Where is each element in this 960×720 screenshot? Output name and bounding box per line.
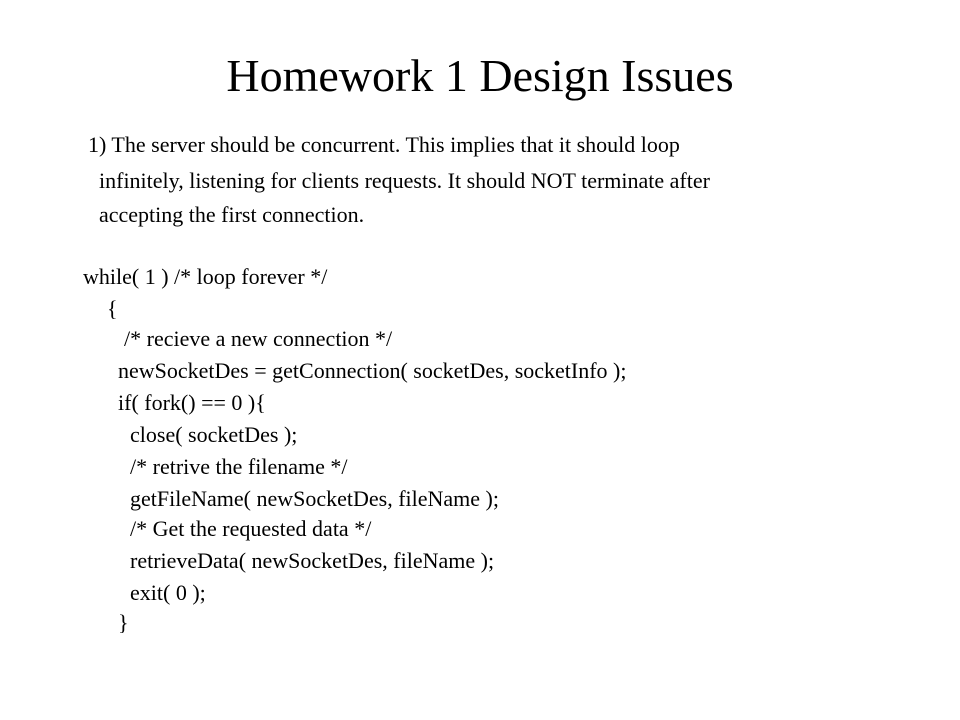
code-line-5: if( fork() == 0 ){ xyxy=(118,390,266,415)
code-line-7: /* retrive the filename */ xyxy=(130,454,348,479)
point-line-2: infinitely, listening for clients requests. It should NOT terminate after xyxy=(99,168,710,193)
point-line-1: 1) The server should be concurrent. This implies that it should loop xyxy=(88,132,680,157)
code-line-11: exit( 0 ); xyxy=(130,580,206,605)
code-line-8: getFileName( newSocketDes, fileName ); xyxy=(130,486,499,511)
slide-title: Homework 1 Design Issues xyxy=(226,50,734,101)
code-line-12: } xyxy=(118,610,129,635)
code-line-3: /* recieve a new connection */ xyxy=(124,326,393,351)
code-line-1: while( 1 ) /* loop forever */ xyxy=(83,264,328,289)
point-line-3: accepting the first connection. xyxy=(99,202,365,227)
code-line-9: /* Get the requested data */ xyxy=(130,516,372,541)
code-line-6: close( socketDes ); xyxy=(130,422,298,447)
code-line-2: { xyxy=(107,296,118,321)
code-line-10: retrieveData( newSocketDes, fileName ); xyxy=(130,548,495,573)
code-line-4: newSocketDes = getConnection( socketDes, socketInfo ); xyxy=(118,358,627,383)
